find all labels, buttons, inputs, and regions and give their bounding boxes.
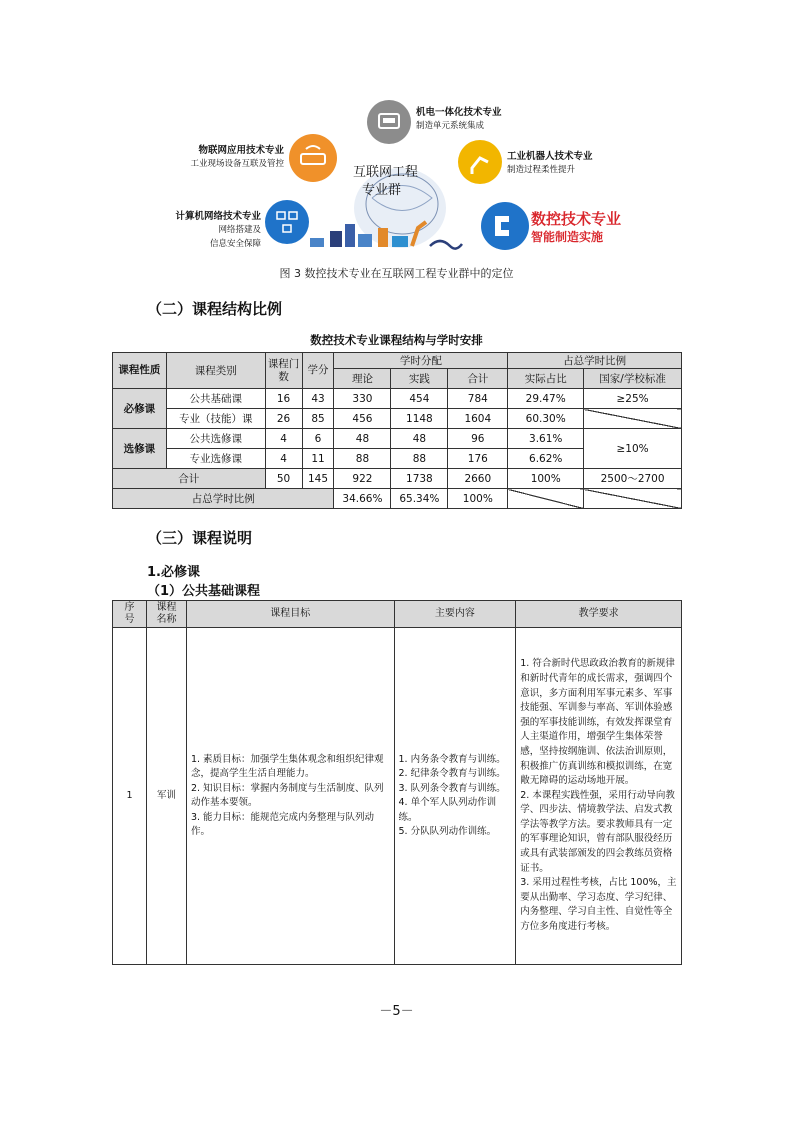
row-category: 专业选修课 (166, 449, 265, 469)
table-row (113, 409, 682, 429)
row-category: 公共选修课 (166, 429, 265, 449)
section-heading-3: （三）课程说明 (147, 529, 253, 547)
sum-standard: 2500～2700 (584, 469, 682, 489)
row-actual: 6.62% (508, 449, 584, 469)
course-name: 军训 (146, 628, 186, 965)
top-sub: 制造单元系统集成 (416, 121, 485, 131)
header-practice: 实践 (391, 369, 448, 389)
row-credit: 11 (302, 449, 334, 469)
header-goal: 课程目标 (186, 601, 394, 628)
left-bottom-sub2: 信息安全保障 (209, 239, 261, 249)
requirement-line: 3. 采用过程性考核，占比 100%，主要从出勤率、学习态度、学习纪律、内务整理、学习自主性、自觉性等全方位多角度进行考核。 (520, 877, 677, 933)
row-theory: 48 (334, 429, 391, 449)
header-nature: 课程性质 (113, 353, 167, 389)
table-row (113, 429, 682, 449)
structure-table (112, 352, 682, 509)
row-practice: 1148 (391, 409, 448, 429)
goal-line: 1. 素质目标：加强学生集体观念和组织纪律观念，提高学生生活自理能力。 (190, 753, 384, 779)
row-count: 4 (265, 449, 302, 469)
row-credit: 6 (302, 429, 334, 449)
header-actual: 实际占比 (508, 369, 584, 389)
header-name: 课程名称 (146, 601, 186, 628)
sum-count: 50 (265, 469, 302, 489)
header-credit: 学分 (302, 353, 334, 389)
content-line: 4. 单个军人队列动作训练。 (398, 797, 497, 823)
content-line: 2. 纪律条令教育与训练。 (398, 768, 506, 779)
row-theory: 330 (334, 389, 391, 409)
content-line: 3. 队列条令教育与训练。 (398, 782, 506, 794)
header-standard: 国家/学校标准 (584, 369, 682, 389)
content-line: 1. 内务条令教育与训练。 (398, 753, 506, 765)
row-category: 专业（技能）课 (166, 409, 265, 429)
ratio-theory: 34.66% (334, 489, 391, 509)
left-top-label (158, 144, 284, 171)
diagonal-cell (508, 489, 584, 509)
header-requirement: 教学要求 (516, 601, 682, 628)
right-bottom-circle (481, 202, 529, 250)
goal-line: 2. 知识目标：掌握内务制度与生活制度、队列动作基本要领。 (190, 782, 384, 808)
center-subtitle: 专业群 (362, 183, 402, 198)
sum-practice: 1738 (391, 469, 448, 489)
center-title: 互联网工程 (353, 165, 419, 180)
left-top-circle (289, 134, 337, 182)
right-bottom-sub: 智能制造实施 (531, 230, 604, 244)
left-top-sub: 工业现场设备互联及管控 (190, 159, 284, 169)
top-label (416, 106, 502, 133)
figure-caption: 图 3 数控技术专业在互联网工程专业群中的定位 (279, 267, 514, 280)
row-credit: 85 (302, 409, 334, 429)
ratio-row (113, 489, 682, 509)
left-bottom-sub1: 网络搭建及 (218, 225, 261, 235)
content-line: 5. 分队队列动作训练。 (398, 826, 497, 837)
row-count: 4 (265, 429, 302, 449)
ratio-practice: 65.34% (391, 489, 448, 509)
course-requirement (516, 628, 682, 965)
elective-label: 选修课 (113, 429, 167, 469)
right-top-title: 工业机器人技术专业 (507, 151, 593, 162)
course-no: 1 (113, 628, 147, 965)
row-actual: 3.61% (508, 429, 584, 449)
right-bottom-label (531, 210, 621, 246)
table-row (113, 628, 682, 965)
diagonal-cell (584, 489, 682, 509)
row-practice: 454 (391, 389, 448, 409)
row-total: 96 (448, 429, 508, 449)
left-bottom-title: 计算机网络技术专业 (175, 211, 261, 222)
row-count: 26 (265, 409, 302, 429)
header-theory: 理论 (334, 369, 391, 389)
right-top-sub: 制造过程柔性提升 (507, 165, 576, 175)
subsection-required: 1.必修课 (147, 565, 200, 580)
row-total: 176 (448, 449, 508, 469)
row-theory: 456 (334, 409, 391, 429)
header-category: 课程类别 (166, 353, 265, 389)
page-number: －5－ (379, 1004, 414, 1019)
header-ratio: 占总学时比例 (508, 353, 682, 369)
row-total: 1604 (448, 409, 508, 429)
right-top-label (507, 150, 593, 177)
course-header-row (113, 601, 682, 628)
row-practice: 48 (391, 429, 448, 449)
requirement-line: 1. 符合新时代思政政治教育的新规律和新时代青年的成长需求，强调四个意识，多方面利用军事元素多、军事技能强、军训参与率高、军训体验感强的军事技能训练，有效发挥课堂育人主渠道作用，增强学生集体荣誉感，坚持按纲施训、依法治训原则，积极推广仿真训练和模拟训练，在宽敞无障碍的运动场地开展。 (520, 658, 675, 787)
sum-total: 2660 (448, 469, 508, 489)
sum-theory: 922 (334, 469, 391, 489)
top-title: 机电一体化技术专业 (416, 107, 502, 118)
diagonal-cell (584, 409, 682, 429)
requirement-line: 2. 本课程实践性强，采用行动导向教学、四步法、情境教学法、启发式教学法等教学方法。要求教师具有一定的军事理论知识，曾有部队服役经历或具有武装部颁发的四会教练员资格证书。 (520, 789, 675, 874)
sum-actual: 100% (508, 469, 584, 489)
structure-table-title: 数控技术专业课程结构与学时安排 (310, 333, 483, 347)
ratio-label: 占总学时比例 (113, 489, 334, 509)
left-bottom-label (150, 210, 261, 251)
row-actual: 60.30% (508, 409, 584, 429)
table-row (113, 389, 682, 409)
goal-line: 3. 能力目标：能规范完成内务整理与队列动作。 (190, 811, 375, 837)
left-top-title: 物联网应用技术专业 (198, 145, 284, 156)
sum-label: 合计 (113, 469, 266, 489)
required-label: 必修课 (113, 389, 167, 429)
sum-row (113, 469, 682, 489)
header-hours: 学时分配 (334, 353, 508, 369)
row-total: 784 (448, 389, 508, 409)
header-content: 主要内容 (394, 601, 516, 628)
course-table (112, 600, 682, 965)
required-standard: ≥25% (584, 389, 682, 409)
right-top-circle (458, 140, 502, 184)
row-actual: 29.47% (508, 389, 584, 409)
subsection-public-basic: （1）公共基础课程 (147, 584, 261, 599)
section-heading-2: （二）课程结构比例 (147, 300, 283, 318)
row-credit: 43 (302, 389, 334, 409)
elective-standard: ≥10% (584, 429, 682, 469)
right-bottom-title: 数控技术专业 (531, 210, 622, 228)
course-content (394, 628, 516, 965)
left-bottom-circle (265, 200, 309, 244)
course-goal (186, 628, 394, 965)
sum-credit: 145 (302, 469, 334, 489)
header-count: 课程门数 (265, 353, 302, 389)
positioning-figure (150, 96, 650, 256)
row-category: 公共基础课 (166, 389, 265, 409)
ratio-total: 100% (448, 489, 508, 509)
row-theory: 88 (334, 449, 391, 469)
row-practice: 88 (391, 449, 448, 469)
header-no: 序号 (113, 601, 147, 628)
row-count: 16 (265, 389, 302, 409)
header-total: 合计 (448, 369, 508, 389)
